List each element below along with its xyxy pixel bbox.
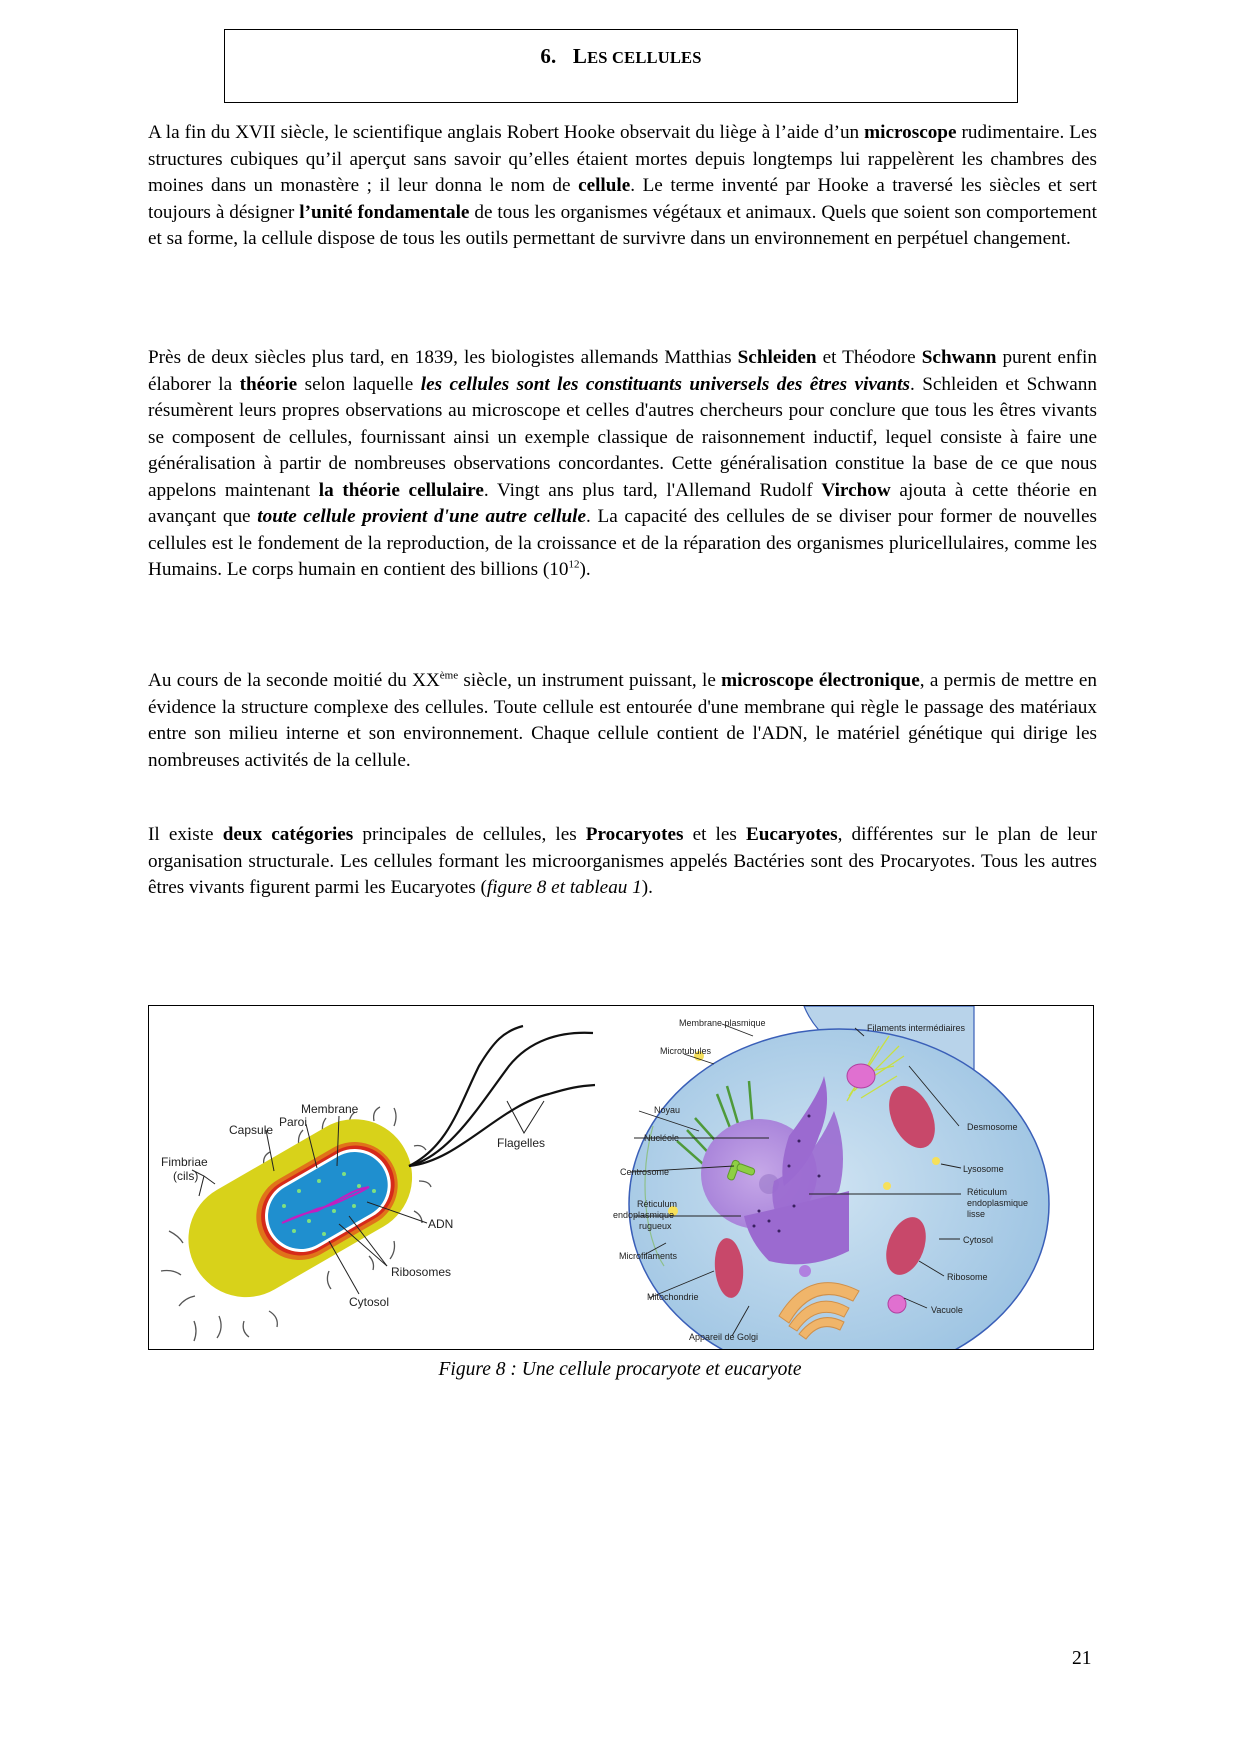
- label-rel-1: Réticulum: [967, 1187, 1008, 1197]
- label-rer-2: endoplasmique: [613, 1210, 675, 1220]
- text: siècle, un instrument puissant, le: [458, 670, 722, 691]
- label-ribosomes: Ribosomes: [391, 1265, 452, 1279]
- emphasis-toute-cellule: toute cellule provient d'une autre cellule: [257, 506, 586, 527]
- label-fimbriae-cils: (cils): [173, 1169, 199, 1183]
- label-paroi: Paroi: [279, 1115, 308, 1129]
- label-rer-3: rugueux: [639, 1221, 672, 1231]
- text: . Le terme inventé par Hooke a traversé les siècles et sert toujours à désigner: [148, 175, 1098, 223]
- label-desmosome: Desmosome: [967, 1122, 1018, 1132]
- text: . La capacité des cellules de se diviser pour former de nouvelles cellules est le fondement de la reproduction, de la croissance et de la réparation des organismes pluricellulaires, comme les Humains. Le corps humain en contient des billions (10: [148, 506, 1097, 580]
- text: A la fin du XVII siècle, le scientifique anglais Robert Hooke observait du liège à l’aide d’un: [148, 122, 865, 143]
- term-deux-categories: deux catégories: [222, 824, 354, 845]
- term-theorie-cellulaire: la théorie cellulaire: [318, 479, 484, 501]
- label-filaments-intermediaires: Filaments intermédiaires: [867, 1023, 966, 1033]
- superscript-eme: ème: [439, 669, 459, 682]
- term-schleiden: Schleiden: [737, 347, 817, 368]
- text: ).: [641, 877, 653, 898]
- superscript-exponent: 12: [568, 558, 580, 571]
- label-ribosome: Ribosome: [947, 1272, 988, 1282]
- text: Il existe: [148, 824, 223, 845]
- chapter-number: 6.: [540, 44, 557, 68]
- paragraph-categories: [148, 822, 1097, 902]
- label-membrane: Membrane: [301, 1102, 359, 1116]
- term-unite-fondamentale: l’unité fondamentale: [299, 201, 470, 223]
- term-virchow: Virchow: [821, 479, 891, 501]
- label-golgi: Appareil de Golgi: [689, 1332, 759, 1342]
- text: principales de cellules, les: [353, 824, 586, 845]
- label-cytosol-euk: Cytosol: [963, 1235, 994, 1245]
- term-schwann: Schwann: [921, 347, 997, 368]
- label-rel-3: lisse: [967, 1209, 986, 1219]
- text: ajouta à cette théorie en avançant que: [148, 479, 1097, 527]
- eukaryote-cell: [613, 1006, 1049, 1350]
- text: rudimentaire. Les structures cubiques qu’il aperçut sans savoir qu’elles étaient mortes depuis longtemps lui rappelèrent les chambres des moines dans un monastère ; il leur donna le nom de: [148, 122, 1097, 196]
- text: . Schleiden et Schwann résumèrent leurs propres observations au microscope et celles d'autres chercheurs pour conclure que tous les êtres vivants se composent de cellules, fournissant ainsi un exemple classique de raisonnement inductif, lequel consiste à faire une généralisation à partir de nombreuses observations concordantes. Cette généralisation constitue la base de ce que nous appelons maintenant: [148, 373, 1097, 501]
- label-fimbriae: Fimbriae: [161, 1155, 208, 1169]
- page-number: 21: [1072, 1648, 1092, 1669]
- text: ).: [579, 559, 591, 580]
- vesicle: [847, 1064, 875, 1088]
- figure-8-cells: [148, 1005, 1094, 1350]
- label-capsule: Capsule: [229, 1123, 274, 1137]
- label-microfilaments: Microfilaments: [619, 1251, 678, 1261]
- term-theorie: théorie: [239, 373, 298, 395]
- emphasis-constituants-universels: les cellules sont les constituants universels des êtres vivants: [420, 373, 910, 395]
- vacuole: [888, 1295, 906, 1313]
- label-adn: ADN: [428, 1217, 454, 1231]
- text: de tous les organismes végétaux et animaux. Quels que soient son comportement et sa forme, la cellule dispose de tous les outils permettant de survivre dans un environnement en perpétuel changement.: [148, 201, 1097, 249]
- term-eucaryotes: Eucaryotes: [745, 824, 838, 845]
- chapter-title: [225, 30, 1017, 69]
- text: , a permis de mettre en évidence la structure complexe des cellules. Toute cellule est entourée d'une membrane qui règle le passage des matériaux entre son milieu interne et son environnement. Chaque cellule contient de l'ADN, le matériel génétique qui dirige les nombreuses activités de la cellule.: [148, 670, 1097, 771]
- label-mitochondrie: Mitochondrie: [647, 1292, 699, 1302]
- text: , différentes sur le plan de leur organisation structurale. Les cellules formant les microorganismes appelés Bactéries sont des Procaryotes. Tous les autres êtres vivants figurent parmi les Eucaryotes (: [148, 824, 1097, 898]
- term-microscope-electronique: microscope électronique: [721, 670, 920, 691]
- text: Près de deux siècles plus tard, en 1839, les biologistes allemands Matthias: [148, 347, 738, 368]
- cell-diagrams: [149, 1006, 1094, 1350]
- figure-caption: Figure 8 : Une cellule procaryote et eucaryote: [438, 1359, 802, 1380]
- label-lysosome: Lysosome: [963, 1164, 1004, 1174]
- vesicle-small: [799, 1265, 811, 1277]
- term-cellule: cellule: [578, 175, 631, 196]
- label-microtubules: Microtubules: [660, 1046, 712, 1056]
- label-centrosome: Centrosome: [620, 1167, 670, 1177]
- text: selon laquelle: [297, 373, 421, 395]
- chapter-title-initial: L: [572, 44, 588, 68]
- text: et Théodore: [816, 347, 922, 368]
- label-rel-2: endoplasmique: [967, 1198, 1029, 1208]
- label-membrane-plasmique: Membrane plasmique: [679, 1018, 766, 1028]
- label-cytosol: Cytosol: [349, 1295, 390, 1309]
- term-procaryotes: Procaryotes: [585, 824, 684, 845]
- label-noyau: Noyau: [654, 1105, 681, 1115]
- paragraph-hooke: [148, 120, 1097, 253]
- text: . Vingt ans plus tard, l'Allemand Rudolf: [483, 479, 822, 501]
- label-flagelles: Flagelles: [497, 1136, 546, 1150]
- figure-reference: figure 8 et tableau 1: [486, 877, 642, 898]
- label-nucleole: Nucléole: [644, 1133, 680, 1143]
- text: purent enfin élaborer la: [148, 347, 1097, 395]
- text: Au cours de la seconde moitié du XX: [148, 670, 440, 691]
- chapter-title-rest: ES CELLULES: [587, 48, 702, 67]
- chapter-title-box: [224, 29, 1018, 103]
- text: et les: [683, 824, 746, 845]
- term-microscope: microscope: [864, 122, 957, 143]
- label-rer-1: Réticulum: [637, 1199, 678, 1209]
- label-vacuole: Vacuole: [931, 1305, 963, 1315]
- paragraph-theorie-cellulaire: [148, 345, 1097, 584]
- prokaryote-cell: [161, 1026, 595, 1341]
- paragraph-microscope-electronique: [148, 668, 1097, 774]
